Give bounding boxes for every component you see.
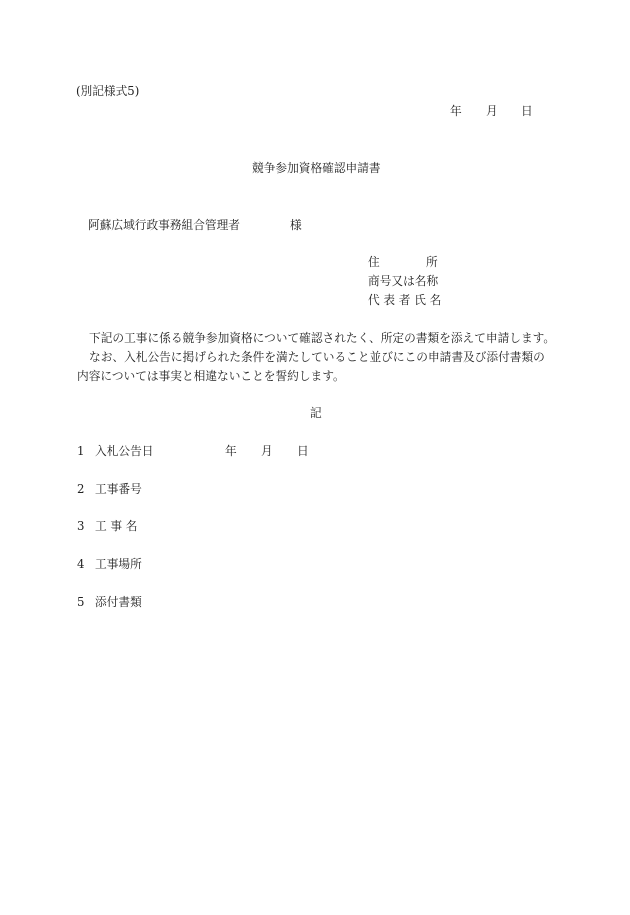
item-label: 工事番号 xyxy=(95,482,142,496)
item-number: 1 xyxy=(77,444,85,458)
date-month: 月 xyxy=(486,104,498,118)
applicant-representative-label: 代 表 者 氏 名 xyxy=(368,293,442,307)
applicant-company-label: 商号又は名称 xyxy=(368,274,439,288)
item-year: 年 xyxy=(225,444,237,458)
addressee-name: 阿蘇広域行政事務組合管理者 xyxy=(88,218,240,232)
item-month: 月 xyxy=(261,444,273,458)
body-line-3: 内容については事実と相違ないことを誓約します。 xyxy=(77,369,345,383)
body-line-1: 下記の工事に係る競争参加資格について確認されたく、所定の書類を添えて申請します。 xyxy=(89,331,556,345)
item-day: 日 xyxy=(297,444,309,458)
item-label: 入札公告日 xyxy=(95,444,154,458)
item-label: 工事場所 xyxy=(95,557,142,571)
date-day: 日 xyxy=(521,104,533,118)
document-title: 競争参加資格確認申請書 xyxy=(252,161,381,175)
item-label: 添付書類 xyxy=(95,595,142,609)
body-line-2: なお、入札公告に掲げられた条件を満たしていること並びにこの申請書及び添付書類の xyxy=(89,350,545,364)
addressee-honorific: 様 xyxy=(290,218,302,232)
applicant-address-label-a: 住 xyxy=(368,255,380,269)
item-number: 2 xyxy=(77,482,85,496)
item-label: 工 事 名 xyxy=(95,519,138,533)
ki-heading: 記 xyxy=(310,406,322,420)
date-year: 年 xyxy=(450,104,462,118)
item-number: 3 xyxy=(77,519,85,533)
form-label: (別記様式5) xyxy=(76,84,140,98)
item-number: 4 xyxy=(77,557,85,571)
applicant-address-label-b: 所 xyxy=(426,255,438,269)
item-number: 5 xyxy=(77,595,85,609)
